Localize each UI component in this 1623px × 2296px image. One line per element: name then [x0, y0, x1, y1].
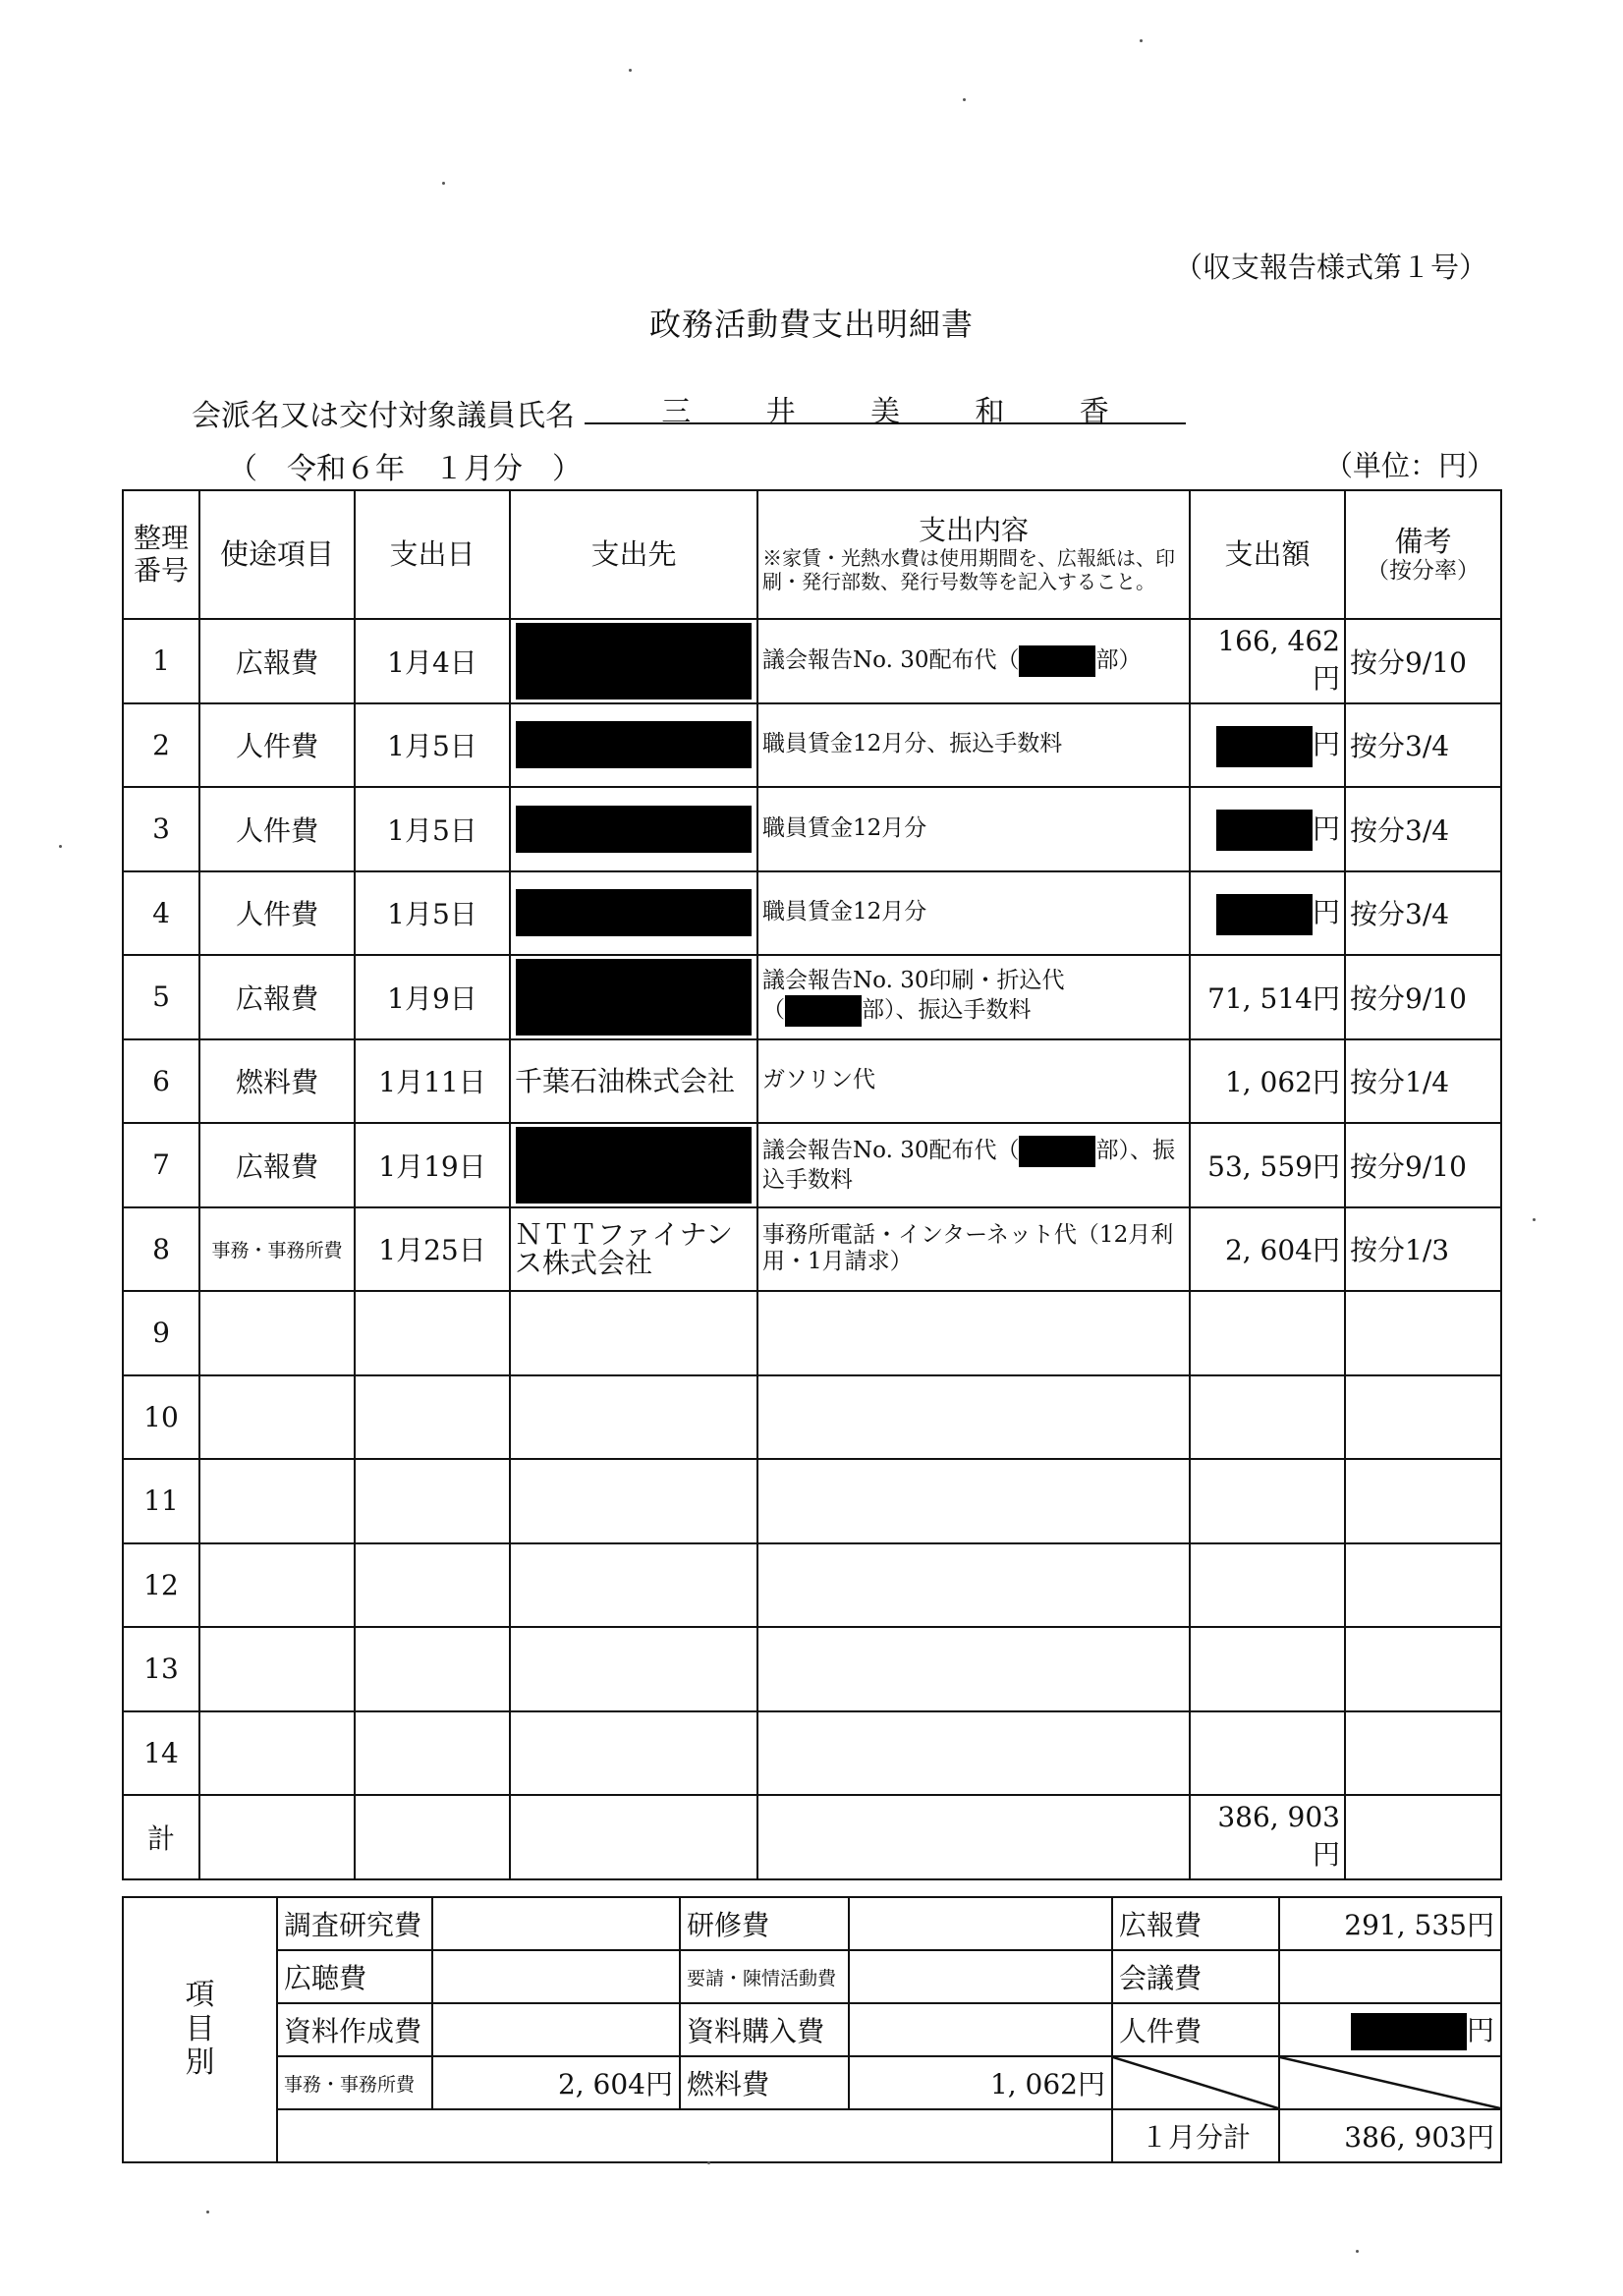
summary-petition-value: [849, 1950, 1112, 2003]
redacted-payee: [516, 623, 752, 700]
redacted-payee: [516, 721, 752, 768]
summary-row: [123, 2109, 1501, 2162]
summary-research-value: [432, 1897, 680, 1950]
header-remarks: [1345, 490, 1501, 619]
redacted-payee: [516, 1127, 752, 1204]
member-name-field: [585, 387, 1186, 429]
header-content-note: ※家賃・光熱水費は使用期間を、広報紙は、印刷・発行部数、発行号数等を記入すること。: [762, 545, 1175, 593]
row-date: 1月25日: [355, 1207, 510, 1292]
row-payee: 千葉石油株式会社: [510, 1039, 757, 1124]
row-amount: 1, 062円: [1190, 1039, 1345, 1124]
redacted-payee: [516, 959, 752, 1036]
table-row: [123, 1207, 1501, 1292]
table-row: [123, 703, 1501, 788]
summary-row: [123, 1897, 1501, 1950]
header-amount: 支出額: [1190, 490, 1345, 619]
row-category: 広報費: [199, 619, 355, 703]
table-row: [123, 955, 1501, 1039]
period-text: 令和６年 １月分: [287, 452, 523, 486]
row-date: 1月4日: [355, 619, 510, 703]
summary-meeting-value: [1279, 1950, 1501, 2003]
row-content: [757, 1459, 1190, 1543]
row-no: 6: [123, 1039, 199, 1124]
row-category: 燃料費: [199, 1039, 355, 1124]
row-remarks: [1345, 1291, 1501, 1375]
total-label: 計: [123, 1795, 199, 1879]
row-remarks: [1345, 1627, 1501, 1711]
row-date: 1月5日: [355, 871, 510, 956]
summary-personnel-value: [1279, 2003, 1501, 2056]
row-no: 5: [123, 955, 199, 1039]
row-amount: [1190, 1543, 1345, 1628]
row-date: [355, 1459, 510, 1543]
row-content: [757, 619, 1190, 703]
summary-meeting-label: 会議費: [1112, 1950, 1279, 2003]
personnel-unit: 円: [1466, 2013, 1494, 2046]
row-content: [757, 1627, 1190, 1711]
member-name-label: 会派名又は交付対象議員氏名: [192, 399, 575, 433]
header-payee: 支出先: [510, 490, 757, 619]
table-row: [123, 1711, 1501, 1796]
row-amount: [1190, 1711, 1345, 1796]
member-name-char: 美: [869, 395, 900, 429]
row-no: 13: [123, 1627, 199, 1711]
redacted-amount: [1216, 810, 1313, 851]
scan-speck: [206, 2211, 209, 2213]
amount-unit: 円: [1312, 896, 1340, 928]
header-category: 使途項目: [199, 490, 355, 619]
row-category: 人件費: [199, 787, 355, 871]
row-amount: [1190, 1459, 1345, 1543]
scan-speck: [629, 69, 632, 72]
row-content: [757, 1711, 1190, 1796]
summary-materials-make-label: 資料作成費: [277, 2003, 432, 2056]
row-category: [199, 1291, 355, 1375]
row-payee: [510, 1543, 757, 1628]
row-payee: [510, 871, 757, 956]
table-header-row: [123, 490, 1501, 619]
row-date: 1月5日: [355, 703, 510, 788]
content-part-a: 議会報告No. 30配布代（: [762, 1137, 1020, 1163]
scan-speck: [442, 182, 445, 185]
row-amount: 2, 604円: [1190, 1207, 1345, 1292]
row-date: [355, 1291, 510, 1375]
redacted-copies: [1019, 645, 1095, 677]
summary-office-value: 2, 604円: [432, 2056, 680, 2109]
row-remarks: 按分3/4: [1345, 871, 1501, 956]
summary-pr-value: 291, 535円: [1279, 1897, 1501, 1950]
row-category: 人件費: [199, 703, 355, 788]
row-date: [355, 1543, 510, 1628]
summary-empty-slashed: [1112, 2056, 1279, 2109]
row-payee: [510, 955, 757, 1039]
row-content: [757, 1375, 1190, 1460]
row-payee: [510, 1711, 757, 1796]
table-row: [123, 1459, 1501, 1543]
form-number-label: （収支報告様式第１号）: [1174, 251, 1488, 284]
row-no: 11: [123, 1459, 199, 1543]
scan-speck: [707, 2161, 710, 2164]
summary-row: [123, 1950, 1501, 2003]
row-no: 7: [123, 1123, 199, 1207]
row-amount: [1190, 1375, 1345, 1460]
content-part-b: 部）、振込手数料: [762, 1137, 1175, 1193]
redacted-payee: [516, 889, 752, 936]
summary-materials-buy-label: 資料購入費: [680, 2003, 849, 2056]
row-content: 職員賃金12月分: [757, 871, 1190, 956]
content-part-a: 議会報告No. 30配布代（: [762, 646, 1020, 673]
row-remarks: 按分1/4: [1345, 1039, 1501, 1124]
table-row: [123, 1039, 1501, 1124]
amount-unit: 円: [1312, 728, 1340, 760]
row-payee: [510, 619, 757, 703]
member-name-char: 和: [975, 395, 1005, 429]
row-content: [757, 1543, 1190, 1628]
summary-hearing-value: [432, 1950, 680, 2003]
header-content-title: 支出内容: [918, 514, 1029, 547]
summary-blank: [277, 2109, 1112, 2162]
content-part-b: 部）: [1095, 646, 1142, 673]
row-remarks: [1345, 1711, 1501, 1796]
row-category: 広報費: [199, 955, 355, 1039]
header-remarks-sub: （按分率）: [1367, 557, 1480, 584]
redacted-personnel-amount: [1351, 2013, 1467, 2050]
row-content: 職員賃金12月分: [757, 787, 1190, 871]
content-part-b: 部）、振込手数料: [862, 996, 1032, 1023]
row-content: 議会報告No. 30印刷・折込代 （ 部）、振込手数料: [757, 955, 1190, 1039]
header-remarks-title: 備考: [1394, 524, 1452, 558]
row-category: 人件費: [199, 871, 355, 956]
row-category: 広報費: [199, 1123, 355, 1207]
row-no: 10: [123, 1375, 199, 1460]
member-name-char: 香: [1079, 395, 1109, 429]
summary-personnel-label: 人件費: [1112, 2003, 1279, 2056]
row-payee: [510, 787, 757, 871]
summary-materials-buy-value: [849, 2003, 1112, 2056]
row-amount: [1190, 1291, 1345, 1375]
reporting-period: [228, 444, 582, 487]
row-remarks: [1345, 1375, 1501, 1460]
expense-detail-table: [122, 489, 1502, 1880]
summary-research-label: 調査研究費: [277, 1897, 432, 1950]
table-row: [123, 787, 1501, 871]
redacted-copies: [1019, 1136, 1095, 1167]
category-summary-table: [122, 1896, 1502, 2163]
table-row: [123, 871, 1501, 956]
total-blank: [510, 1795, 757, 1879]
row-payee: [510, 703, 757, 788]
row-amount: 71, 514円: [1190, 955, 1345, 1039]
row-payee: [510, 1375, 757, 1460]
row-no: 14: [123, 1711, 199, 1796]
row-content: [757, 1291, 1190, 1375]
row-payee: [510, 1627, 757, 1711]
row-content: 事務所電話・インターネット代（12月利用・1月請求）: [757, 1207, 1190, 1292]
row-payee: ＮＴＴファイナンス株式会社: [510, 1207, 757, 1292]
row-no: 8: [123, 1207, 199, 1292]
summary-hearing-label: 広聴費: [277, 1950, 432, 2003]
total-row: [123, 1795, 1501, 1879]
row-category: 事務・事務所費: [199, 1207, 355, 1292]
redacted-copies: [785, 995, 862, 1027]
row-content: [757, 1123, 1190, 1207]
row-remarks: 按分1/3: [1345, 1207, 1501, 1292]
row-remarks: 按分9/10: [1345, 955, 1501, 1039]
row-no: 9: [123, 1291, 199, 1375]
header-no: 整理番号: [123, 490, 199, 619]
row-amount: 166, 462円: [1190, 619, 1345, 703]
row-amount: 53, 559円: [1190, 1123, 1345, 1207]
summary-materials-make-value: [432, 2003, 680, 2056]
row-date: [355, 1375, 510, 1460]
total-blank: [355, 1795, 510, 1879]
scan-speck: [59, 845, 62, 848]
summary-side-label: 項目別: [123, 1897, 277, 2162]
row-category: [199, 1711, 355, 1796]
row-category: [199, 1375, 355, 1460]
row-amount: [1190, 1627, 1345, 1711]
period-close-paren: ）: [552, 452, 582, 486]
row-payee: [510, 1291, 757, 1375]
summary-pr-label: 広報費: [1112, 1897, 1279, 1950]
redacted-payee: [516, 806, 752, 853]
row-no: 3: [123, 787, 199, 871]
row-no: 4: [123, 871, 199, 956]
row-no: 2: [123, 703, 199, 788]
header-content: [757, 490, 1190, 619]
summary-fuel-label: 燃料費: [680, 2056, 849, 2109]
document-title: 政務活動費支出明細書: [648, 306, 974, 343]
redacted-amount: [1216, 894, 1313, 935]
unit-label: （単位：円）: [1324, 449, 1496, 482]
summary-petition-label: 要請・陳情活動費: [680, 1950, 849, 2003]
row-content: ガソリン代: [757, 1039, 1190, 1124]
row-no: 1: [123, 619, 199, 703]
row-content: 職員賃金12月分、振込手数料: [757, 703, 1190, 788]
row-date: [355, 1711, 510, 1796]
row-category: [199, 1627, 355, 1711]
table-row: [123, 1627, 1501, 1711]
summary-fuel-value: 1, 062円: [849, 2056, 1112, 2109]
row-amount: [1190, 871, 1345, 956]
amount-unit: 円: [1312, 812, 1340, 845]
row-date: 1月19日: [355, 1123, 510, 1207]
summary-month-total-label: １月分計: [1112, 2109, 1279, 2162]
redacted-amount: [1216, 726, 1313, 767]
row-amount: [1190, 787, 1345, 871]
header-date: 支出日: [355, 490, 510, 619]
row-date: 1月11日: [355, 1039, 510, 1124]
table-row: [123, 1123, 1501, 1207]
scan-speck: [963, 98, 966, 101]
scan-speck: [1356, 2250, 1359, 2253]
row-remarks: 按分3/4: [1345, 703, 1501, 788]
total-blank: [199, 1795, 355, 1879]
row-remarks: 按分9/10: [1345, 1123, 1501, 1207]
summary-row: [123, 2056, 1501, 2109]
period-open-paren: （: [228, 452, 257, 486]
table-row: [123, 1291, 1501, 1375]
summary-training-value: [849, 1897, 1112, 1950]
member-name-char: 三: [661, 395, 692, 429]
summary-row: [123, 2003, 1501, 2056]
summary-empty-slashed: [1279, 2056, 1501, 2109]
row-remarks: 按分3/4: [1345, 787, 1501, 871]
scan-speck: [1140, 39, 1143, 42]
total-blank: [1345, 1795, 1501, 1879]
scan-speck: [1533, 1218, 1536, 1221]
row-remarks: [1345, 1543, 1501, 1628]
row-payee: [510, 1123, 757, 1207]
row-remarks: 按分9/10: [1345, 619, 1501, 703]
total-amount: 386, 903円: [1190, 1795, 1345, 1879]
table-row: [123, 619, 1501, 703]
member-name-char: 井: [765, 395, 796, 429]
content-part-a: 議会報告No. 30印刷・折込代: [762, 967, 1065, 993]
row-date: 1月9日: [355, 955, 510, 1039]
row-category: [199, 1543, 355, 1628]
row-category: [199, 1459, 355, 1543]
total-blank: [757, 1795, 1190, 1879]
summary-office-label: 事務・事務所費: [277, 2056, 432, 2109]
row-payee: [510, 1459, 757, 1543]
summary-month-total-value: 386, 903円: [1279, 2109, 1501, 2162]
row-date: 1月5日: [355, 787, 510, 871]
row-remarks: [1345, 1459, 1501, 1543]
row-amount: [1190, 703, 1345, 788]
row-date: [355, 1627, 510, 1711]
table-row: [123, 1375, 1501, 1460]
row-no: 12: [123, 1543, 199, 1628]
table-row: [123, 1543, 1501, 1628]
summary-training-label: 研修費: [680, 1897, 849, 1950]
